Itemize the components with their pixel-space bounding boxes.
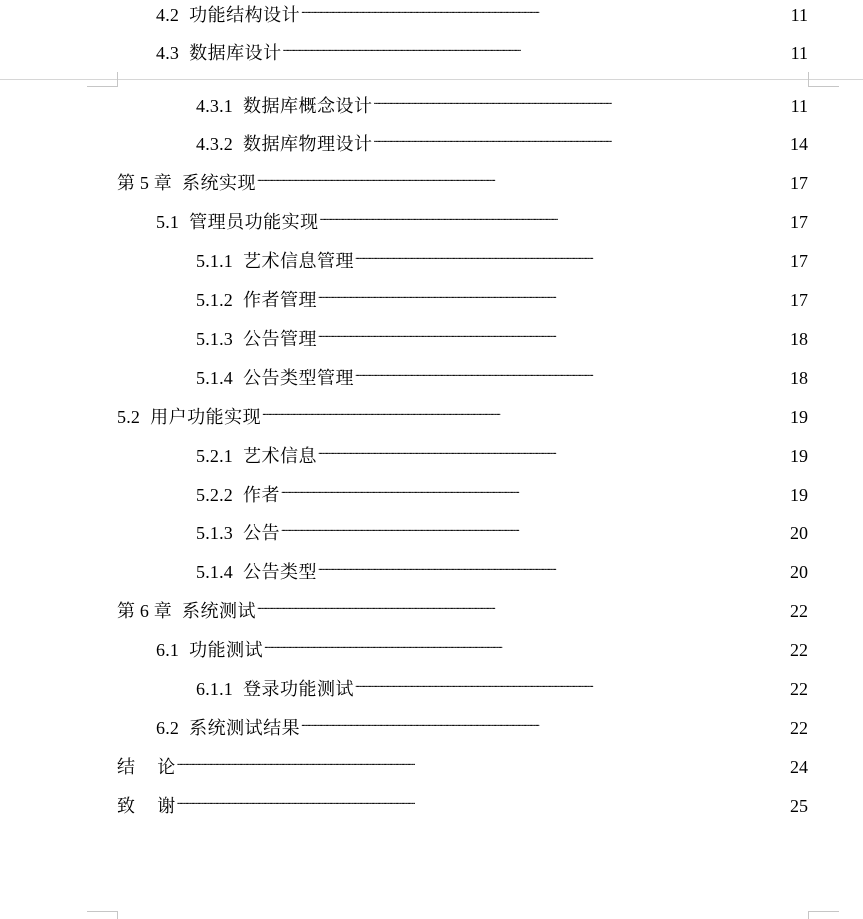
toc-page-number: 25 [790, 796, 808, 816]
toc-entry[interactable] [117, 788, 808, 816]
toc-entry[interactable] [117, 165, 808, 193]
toc-number: 4.3.1 [196, 96, 233, 116]
toc-number: 5.2.2 [196, 485, 233, 505]
toc-leader-dots [318, 554, 785, 578]
toc-title: 作者 [243, 485, 280, 505]
toc-title: 数据库概念设计 [243, 96, 373, 116]
toc-entry[interactable] [156, 35, 808, 63]
toc-page-number: 22 [790, 718, 808, 738]
toc-title: 论 [157, 757, 176, 777]
toc-leader-dots [257, 165, 785, 189]
toc-page-number: 24 [790, 757, 808, 777]
toc-leader-dots [318, 321, 785, 345]
toc-title: 公告管理 [243, 329, 317, 349]
toc-title: 公告类型 [243, 562, 317, 582]
toc-leader-dots [374, 126, 786, 150]
toc-entry[interactable] [117, 399, 808, 427]
page-corner-mark-top-right [808, 72, 839, 87]
toc-entry[interactable] [196, 477, 808, 505]
toc-number: 6.2 [156, 718, 180, 738]
toc-leader-dots [320, 204, 785, 228]
toc-number: 5.2 [117, 407, 141, 427]
toc-number: 第 6 章 [117, 601, 172, 621]
toc-page-number: 17 [790, 251, 808, 271]
toc-entry[interactable] [196, 126, 808, 154]
toc-title: 用户功能实现 [150, 407, 262, 427]
toc-entry[interactable] [117, 749, 808, 777]
toc-page-number: 19 [790, 407, 808, 427]
toc-page-number: 11 [790, 5, 808, 25]
toc-title: 公告 [243, 523, 280, 543]
toc-entry[interactable] [196, 360, 808, 388]
toc-number: 5.1 [156, 212, 180, 232]
toc-leader-dots [177, 749, 785, 773]
toc-leader-dots [281, 515, 785, 539]
toc-page-number: 22 [790, 640, 808, 660]
toc-title: 作者管理 [243, 290, 317, 310]
toc-title: 功能测试 [189, 640, 264, 660]
toc-leader-dots [374, 88, 786, 112]
toc-page-number: 19 [790, 485, 808, 505]
toc-title: 系统实现 [182, 173, 256, 193]
toc-entry[interactable] [196, 282, 808, 310]
toc-page-number: 19 [790, 446, 808, 466]
toc-entry[interactable] [196, 671, 808, 699]
toc-number: 6.1 [156, 640, 180, 660]
toc-entry[interactable] [196, 515, 808, 543]
toc-entry[interactable] [196, 438, 808, 466]
toc-page-number: 14 [790, 134, 808, 154]
toc-leader-dots [281, 477, 785, 501]
page-corner-mark-bottom-right [808, 911, 839, 919]
toc-leader-dots [355, 243, 785, 267]
toc-page-number: 20 [790, 562, 808, 582]
toc-page-number: 11 [790, 43, 808, 63]
toc-leader-dots [177, 788, 785, 812]
toc-number: 4.2 [156, 5, 180, 25]
toc-number: 5.1.1 [196, 251, 233, 271]
toc-number: 4.3.2 [196, 134, 233, 154]
toc-page-number: 17 [790, 173, 808, 193]
toc-title: 艺术信息 [243, 446, 317, 466]
page-corner-mark-bottom-left [87, 911, 118, 919]
toc-number: 第 5 章 [117, 173, 172, 193]
toc-title: 系统测试结果 [189, 718, 301, 738]
toc-leader-dots [301, 0, 785, 21]
toc-leader-dots [318, 438, 785, 462]
toc-page-number: 17 [790, 290, 808, 310]
toc-title: 功能结构设计 [189, 5, 301, 25]
toc-leader-dots [264, 632, 785, 656]
toc-entry[interactable] [196, 88, 808, 116]
toc-number: 5.1.3 [196, 329, 233, 349]
toc-entry[interactable] [156, 632, 808, 660]
toc-page-number: 22 [790, 601, 808, 621]
toc-leader-dots [257, 593, 785, 617]
toc-number: 5.1.4 [196, 368, 233, 388]
toc-title: 艺术信息管理 [243, 251, 354, 271]
toc-number: 6.1.1 [196, 679, 233, 699]
toc-page-number: 22 [790, 679, 808, 699]
toc-page-number: 18 [790, 368, 808, 388]
toc-title: 登录功能测试 [243, 679, 354, 699]
toc-entry[interactable] [196, 321, 808, 349]
toc-number: 5.1.2 [196, 290, 233, 310]
toc-page-number: 18 [790, 329, 808, 349]
toc-leader-dots [355, 671, 785, 695]
toc-title: 谢 [157, 796, 176, 816]
toc-entry[interactable] [196, 554, 808, 582]
toc-title: 管理员功能实现 [189, 212, 319, 232]
toc-title: 公告类型管理 [243, 368, 354, 388]
toc-page-number: 11 [790, 96, 808, 116]
toc-number: 致 [117, 796, 136, 816]
toc-page-number: 17 [790, 212, 808, 232]
toc-number: 5.1.4 [196, 562, 233, 582]
toc-entry[interactable] [196, 243, 808, 271]
page-separator [0, 79, 863, 80]
toc-entry[interactable] [156, 710, 808, 738]
toc-number: 5.2.1 [196, 446, 233, 466]
toc-number: 4.3 [156, 43, 180, 63]
toc-page-number: 20 [790, 523, 808, 543]
page-corner-mark-top-left [87, 72, 118, 87]
toc-entry[interactable] [156, 204, 808, 232]
toc-leader-dots [355, 360, 785, 384]
toc-leader-dots [262, 399, 785, 423]
toc-title: 系统测试 [182, 601, 256, 621]
toc-number: 5.1.3 [196, 523, 233, 543]
toc-leader-dots [283, 35, 785, 59]
toc-leader-dots [301, 710, 785, 734]
toc-leader-dots [318, 282, 785, 306]
toc-entry[interactable] [156, 0, 808, 25]
toc-number: 结 [117, 757, 136, 777]
toc-title: 数据库设计 [189, 43, 282, 63]
toc-entry[interactable] [117, 593, 808, 621]
toc-title: 数据库物理设计 [243, 134, 373, 154]
